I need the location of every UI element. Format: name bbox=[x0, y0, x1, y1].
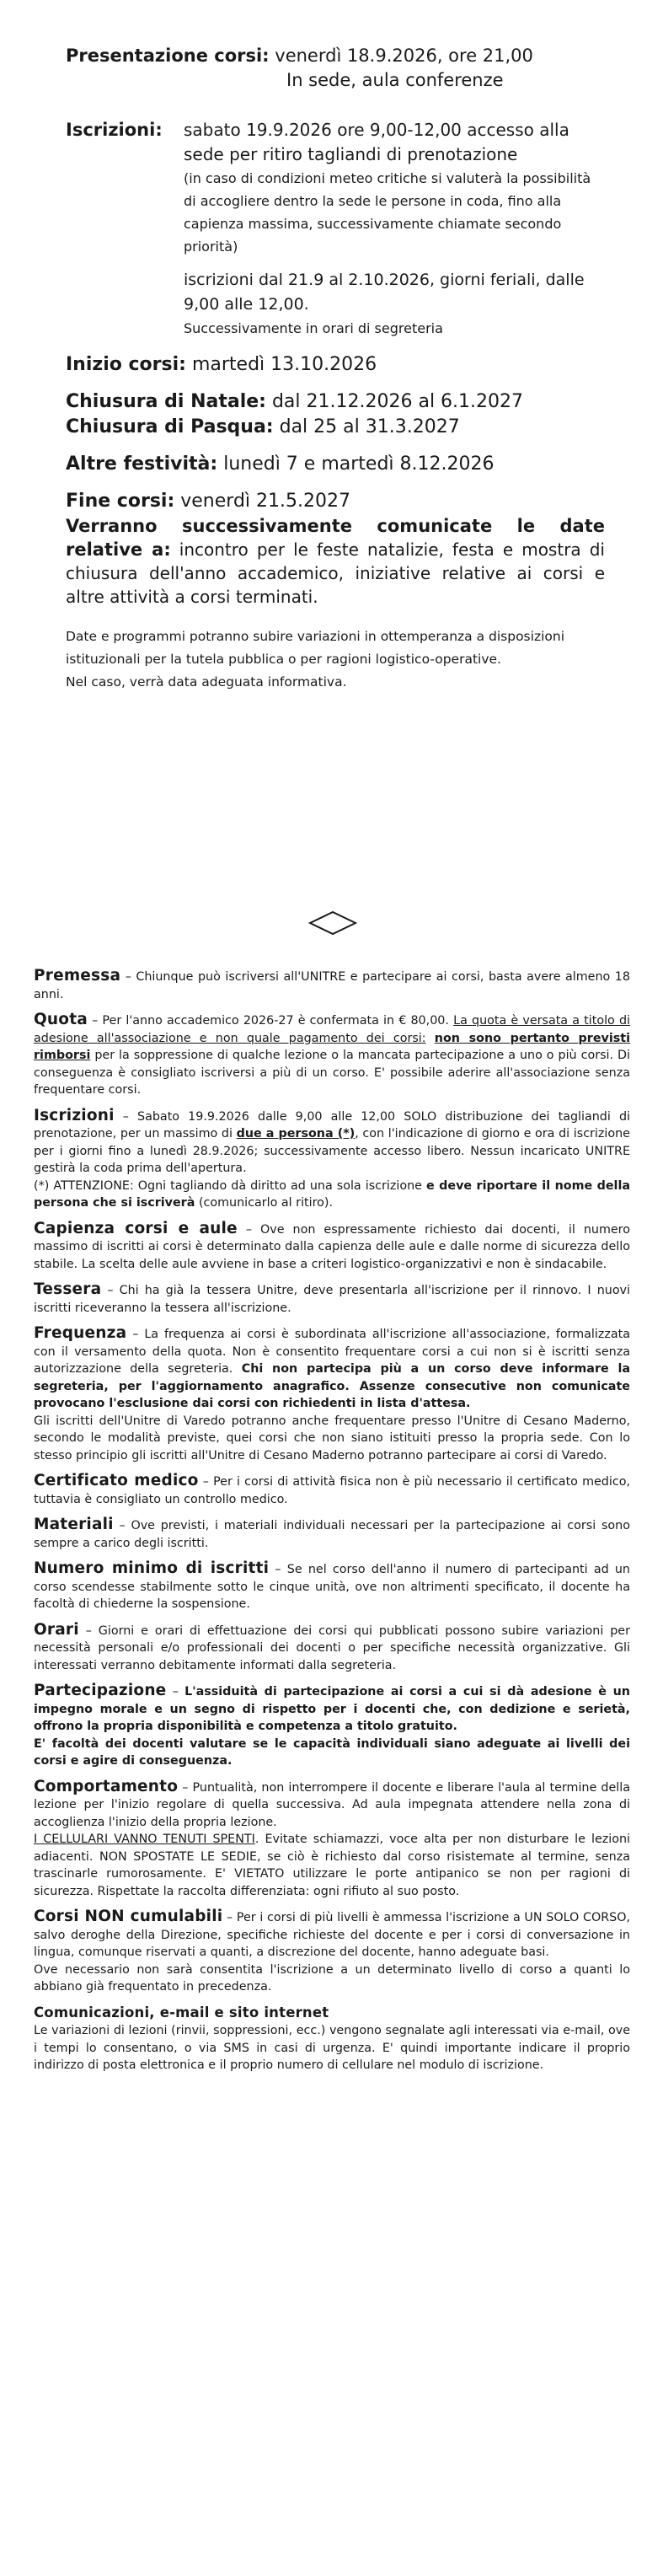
rule-text: Le variazioni di lezioni (rinvii, soppressioni, ecc.) vengono segnalate agli interessati via e-mail, ove i tempi lo consentano, o via SMS in casi di urgenza. E' quindi importante indicare il proprio indirizzo di posta elettronica e il proprio numero di cellulare nel modulo di iscrizione. bbox=[34, 2024, 630, 2072]
rule-text: Ove necessario non sarà consentita l'iscrizione a un determinato livello di corso a quanti lo abbiano già frequentato in precedenza. bbox=[34, 1962, 630, 1994]
holidays-dates: lunedì 7 e martedì 8.12.2026 bbox=[223, 453, 495, 475]
rules-section bbox=[34, 968, 630, 2083]
rule-title: Iscrizioni bbox=[34, 1106, 115, 1124]
rule-title: Numero minimo di iscritti bbox=[34, 1559, 270, 1577]
rule-text: Chi ha già la tessera Unitre, deve presentarla all'iscrizione per il rinnovo. I nuovi iscritti riceveranno la tessera all'iscrizione. bbox=[34, 1284, 630, 1315]
rule-underlined-bold: non sono pertanto previsti rimborsi bbox=[34, 1031, 630, 1062]
course-schedule bbox=[66, 44, 605, 694]
rule-title: Tessera bbox=[34, 1280, 102, 1298]
rule-text: per la soppressione di qualche lezione o la mancata partecipazione a uno o più corsi. Di conseguenza è consigliato iscriversi a più di un corso. E' possibile aderire all'associazione senza frequentare corsi. bbox=[34, 1049, 630, 1097]
rule-note: (*) ATTENZIONE: Ogni tagliando dà diritto ad una sola iscrizione bbox=[34, 1178, 422, 1193]
enrollment-label: Iscrizioni: bbox=[66, 120, 163, 140]
rule-title: Certificato medico bbox=[34, 1472, 199, 1489]
rule-note: (comunicarlo al ritiro). bbox=[198, 1196, 334, 1210]
presentation-label: Presentazione corsi: bbox=[66, 46, 270, 66]
rule-text: Chiunque può iscriversi all'UNITRE e partecipare ai corsi, basta avere almeno 18 anni. bbox=[34, 970, 630, 1001]
rule-title: Materiali bbox=[34, 1516, 114, 1533]
rule-cumulabili: Corsi NON cumulabili – Per i corsi di più livelli è ammessa l'iscrizione a UN SOLO CORSO, salvo deroghe della Direzione, specifiche richieste del docente e per i corsi di conversazione in lingua, comunque riservati a quanti, a discrezione del docente, hanno adeguate basi. Ove necessario non sarà consentita l'iscrizione a un determinato livello di corso a quanti lo abbiano già frequentato in precedenza. bbox=[34, 1908, 630, 1996]
disclaimer bbox=[66, 625, 580, 694]
rule-premessa: Premessa – Chiunque può iscriversi all'UNITRE e partecipare ai corsi, basta avere almeno 18 anni. bbox=[34, 967, 630, 1001]
enrollment-after: Successivamente in orari di segreteria bbox=[184, 320, 443, 336]
rule-text: Sabato 19.9.2026 dalle 9,00 alle 12,00 SOLO distribuzione dei tagliandi di prenotazione, per un massimo di bbox=[34, 1109, 630, 1140]
rule-orari: Orari – Giorni e orari di effettuazione dei corsi qui pubblicati possono subire variazioni per necessità personali e/o professionali dei docenti o per specifiche necessità organizzative. Gli interessati verranno debitamente informati dalla segreteria. bbox=[34, 1620, 630, 1672]
disclaimer-line-2: Nel caso, verrà data adeguata informativa. bbox=[66, 674, 347, 690]
rule-bold: L'assiduità di partecipazione ai corsi a cui si dà adesione è un impegno morale e un segno di rispetto per i docenti che, con dedizione e serietà, offrono la propria disponibilità e competenza a titolo gratuito. bbox=[34, 1685, 630, 1733]
easter-closure bbox=[66, 415, 605, 440]
christmas-closure bbox=[66, 389, 605, 415]
upcoming-dates bbox=[66, 514, 605, 609]
rule-title: Corsi NON cumulabili bbox=[34, 1908, 223, 1925]
easter-dates: dal 25 al 31.3.2027 bbox=[279, 416, 460, 437]
rule-numero-minimo: Numero minimo di iscritti – Se nel corso dell'anno il numero di partecipanti ad un corso scendesse stabilmente sotto le cinque unità, ove non altrimenti specificato, il docente ha facoltà di chiederne la sospensione. bbox=[34, 1559, 630, 1611]
dates-block bbox=[66, 352, 605, 514]
course-end bbox=[66, 489, 605, 514]
rule-text: Giorni e orari di effettuazione dei corsi qui pubblicati possono subire variazioni per necessità personali e/o professionali dei docenti o per specifiche necessità organizzative. Gli interessati verranno debitamente informati dalla segreteria. bbox=[34, 1623, 630, 1672]
rule-text: Gli iscritti dell'Unitre di Varedo potranno anche frequentare presso l'Unitre di Cesano Maderno, secondo le modalità previste, quei corsi che non siano istituiti presso la propria sede. Con lo stesso principio gli iscritti all'Unitre di Cesano Maderno potranno partecipare ai corsi di Varedo. bbox=[34, 1414, 630, 1462]
enrollment-block bbox=[66, 118, 605, 341]
rule-text: . Evitate schiamazzi, voce alta per non disturbare le lezioni adiacenti. NON SPOSTATE LE SEDIE, se ciò è richiesto dal corso risistemate al termine, senza trascinarle rumorosamente. E' VIETATO utilizzare le porte antipanico se non per ragioni di sicurezza. Rispettate la raccolta differenziata: ogni rifiuto al suo posto. bbox=[34, 1833, 630, 1898]
rule-comunicazioni bbox=[34, 2004, 630, 2074]
rule-text: Ove non espressamente richiesto dai docenti, il numero massimo di iscritti ai corsi è determinato dalla capienza delle aule e dalle norme di sicurezza dello stabile. La scelta delle aule avviene in base a criteri logistico-organizzativi e non è sindacabile. bbox=[34, 1222, 630, 1271]
rule-text: Ove previsti, i materiali individuali necessari per la partecipazione ai corsi sono sempre a carico degli iscritti. bbox=[34, 1519, 630, 1550]
rule-iscrizioni: Iscrizioni – Sabato 19.9.2026 dalle 9,00 alle 12,00 SOLO distribuzione dei tagliandi di prenotazione, per un massimo di due a persona (*), con l'indicazione di giorno e ora di iscrizione per i giorni fino a lunedì 28.9.2026; successivamente accesso libero. Nessun incaricato UNITRE gestirà la coda prima dell'apertura. (*) ATTENZIONE: Ogni tagliando dà diritto ad una sola iscrizione e deve riportare il nome della persona che si iscriverà (comunicarlo al ritiro). bbox=[34, 1106, 631, 1210]
rule-title: Comunicazioni, e-mail e sito internet bbox=[34, 2004, 329, 2021]
easter-label: Chiusura di Pasqua: bbox=[66, 416, 274, 437]
rule-note-bold: e deve riportare il nome della persona che si iscriverà bbox=[34, 1178, 631, 1210]
rule-quota: Quota – Per l'anno accademico 2026-27 è confermata in € 80,00. La quota è versata a titolo di adesione all'associazione e non quale pagamento dei corsi: non sono pertanto previsti rimborsi per la soppressione di qualche lezione o la mancata partecipazione a uno o più corsi. Di conseguenza è consigliato iscriversi a più di un corso. E' possibile aderire all'associazione senza frequentare corsi. bbox=[34, 1011, 631, 1097]
presentation-block bbox=[66, 44, 605, 93]
course-start-label: Inizio corsi: bbox=[66, 354, 186, 375]
rule-text: Per l'anno accademico 2026-27 è confermata in € 80,00. bbox=[102, 1014, 449, 1028]
rule-title: Capienza corsi e aule bbox=[34, 1219, 238, 1237]
rule-title: Orari bbox=[34, 1620, 79, 1639]
rule-certificato: Certificato medico – Per i corsi di attività fisica non è più necessario il certificato medico, tuttavia è consigliato un controllo medico. bbox=[34, 1472, 631, 1506]
rule-underlined: La quota è versata a titolo di adesione all'associazione e non quale pagamento dei corsi: bbox=[34, 1014, 631, 1045]
rule-materiali: Materiali – Ove previsti, i materiali individuali necessari per la partecipazione ai corsi sono sempre a carico degli iscritti. bbox=[34, 1516, 630, 1550]
enrollment-note: (in caso di condizioni meteo critiche si valuterà la possibilità di accogliere dentro la sede le persone in coda, fino alla capienza massima, successivamente chiamate secondo priorità) bbox=[184, 170, 591, 255]
christmas-dates: dal 21.12.2026 al 6.1.2027 bbox=[271, 391, 524, 412]
upcoming-text: incontro per le feste natalizie, festa e mostra di chiusura dell'anno accademico, iniziative relative ai corsi e altre attività a corsi terminati. bbox=[66, 539, 605, 607]
rule-text: Puntualità, non interrompere il docente e liberare l'aula al termine della lezione per l'inizio regolare di quella successiva. Ad aula impegnata attendere nella zona di accoglienza l'inizio della propria lezione. bbox=[34, 1780, 630, 1829]
course-start bbox=[66, 352, 605, 378]
christmas-label: Chiusura di Natale: bbox=[66, 391, 266, 412]
rule-text: La frequenza ai corsi è subordinata all'iscrizione all'associazione, formalizzata con il versamento della quota. Non è consentito frequentare corsi a cui non si è iscritti senza autorizzazione della segreteria. bbox=[34, 1328, 630, 1376]
rule-comportamento: Comportamento – Puntualità, non interrompere il docente e liberare l'aula al termine della lezione per l'inizio regolare di quella successiva. Ad aula impegnata attendere nella zona di accoglienza l'inizio della propria lezione. I CELLULARI VANNO TENUTI SPENTI. Evitate schiamazzi, voce alta per non disturbare le lezioni adiacenti. NON SPOSTATE LE SEDIE, se ciò è richiesto dal corso risistemate al termine, senza trascinarle rumorosamente. E' VIETATO utilizzare le porte antipanico se non per ragioni di sicurezza. Rispettate la raccolta differenziata: ogni rifiuto al suo posto. bbox=[34, 1777, 630, 1898]
course-end-label: Fine corsi: bbox=[66, 491, 175, 512]
rule-partecipazione: Partecipazione – L'assiduità di partecipazione ai corsi a cui si dà adesione è un impegno morale e un segno di rispetto per i docenti che, con dedizione e serietà, offrono la propria disponibilità e competenza a titolo gratuito. E' facoltà dei docenti valutare se le capacità individuali siano adeguate ai livelli dei corsi e agire di conseguenza. bbox=[34, 1682, 630, 1770]
rule-bold: Chi non partecipa più a un corso deve informare la segreteria, per l'aggiornamento anagrafico. Assenze consecutive non comunicate provocano l'esclusione dai corsi con richiedenti in lista d'attesa. bbox=[34, 1362, 631, 1410]
rule-text: Se nel corso dell'anno il numero di partecipanti ad un corso scendesse stabilmente sotto le cinque unità, ove non altrimenti specificato, il docente ha facoltà di chiederne la sospensione. bbox=[34, 1563, 630, 1611]
rule-text: Per i corsi di più livelli è ammessa l'iscrizione a UN SOLO CORSO, salvo deroghe della Direzione, specifiche richieste del docente e per i corsi di conversazione in lingua, comunque riservati a quanti, a discrezione del docente, hanno adeguate basi. bbox=[34, 1911, 631, 1959]
rule-title: Comportamento bbox=[34, 1777, 179, 1795]
diamond-divider-icon bbox=[308, 910, 357, 936]
rule-highlight: due a persona (*) bbox=[236, 1127, 356, 1140]
disclaimer-line-1: Date e programmi potranno subire variazioni in ottemperanza a disposizioni istituzionali per la tutela pubblica o per ragioni logistico-operative. bbox=[66, 629, 564, 667]
rule-underlined: I CELLULARI VANNO TENUTI SPENTI bbox=[34, 1833, 255, 1846]
upcoming-label: Verranno successivamente comunicate le date relative a: bbox=[66, 516, 605, 560]
rule-text: Per i corsi di attività fisica non è più necessario il certificato medico, tuttavia è consigliato un controllo medico. bbox=[34, 1475, 631, 1506]
enrollment-period: iscrizioni dal 21.9 al 2.10.2026, giorni feriali, dalle 9,00 alle 12,00. bbox=[184, 271, 585, 314]
rule-frequenza: Frequenza – La frequenza ai corsi è subordinata all'iscrizione all'associazione, formalizzata con il versamento della quota. Non è consentito frequentare corsi a cui non si è iscritti senza autorizzazione della segreteria. Chi non partecipa più a un corso deve informare la segreteria, per l'aggiornamento anagrafico. Assenze consecutive non comunicate provocano l'esclusione dai corsi con richiedenti in lista d'attesa. Gli iscritti dell'Unitre di Varedo potranno anche frequentare presso l'Unitre di Cesano Maderno, secondo le modalità previste, quei corsi che non siano istituiti presso la propria sede. Con lo stesso principio gli iscritti all'Unitre di Cesano Maderno potranno partecipare ai corsi di Varedo. bbox=[34, 1325, 630, 1464]
other-holidays bbox=[66, 452, 605, 477]
rule-title: Frequenza bbox=[34, 1324, 127, 1342]
rule-tessera: Tessera – Chi ha già la tessera Unitre, deve presentarla all'iscrizione per il rinnovo. I nuovi iscritti riceveranno la tessera all'iscrizione. bbox=[34, 1280, 630, 1315]
rule-title: Quota bbox=[34, 1011, 88, 1028]
rule-text: , con l'indicazione di giorno e ora di iscrizione per i giorni fino a lunedì 28.9.2026; successivamente accesso libero. Nessun incaricato UNITRE gestirà la coda prima dell'apertura. bbox=[34, 1127, 630, 1175]
rule-capienza: Capienza corsi e aule – Ove non espressamente richiesto dai docenti, il numero massimo di iscritti ai corsi è determinato dalla capienza delle aule e dalle norme di sicurezza dello stabile. La scelta delle aule avviene in base a criteri logistico-organizzativi e non è sindacabile. bbox=[34, 1219, 630, 1271]
rule-title: Partecipazione bbox=[34, 1682, 167, 1699]
enrollment-main: sabato 19.9.2026 ore 9,00-12,00 accesso alla sede per ritiro tagliandi di prenotazione bbox=[184, 120, 569, 164]
rule-bold: E' facoltà dei docenti valutare se le capacità individuali siano adeguate ai livelli dei corsi e agire di conseguenza. bbox=[34, 1736, 630, 1768]
presentation-date: venerdì 18.9.2026, ore 21,00 bbox=[275, 46, 533, 66]
rule-title: Premessa bbox=[34, 967, 121, 985]
course-start-date: martedì 13.10.2026 bbox=[191, 354, 377, 375]
course-end-date: venerdì 21.5.2027 bbox=[180, 491, 350, 512]
holidays-label: Altre festività: bbox=[66, 453, 218, 475]
presentation-location: In sede, aula conferenze bbox=[286, 70, 504, 90]
